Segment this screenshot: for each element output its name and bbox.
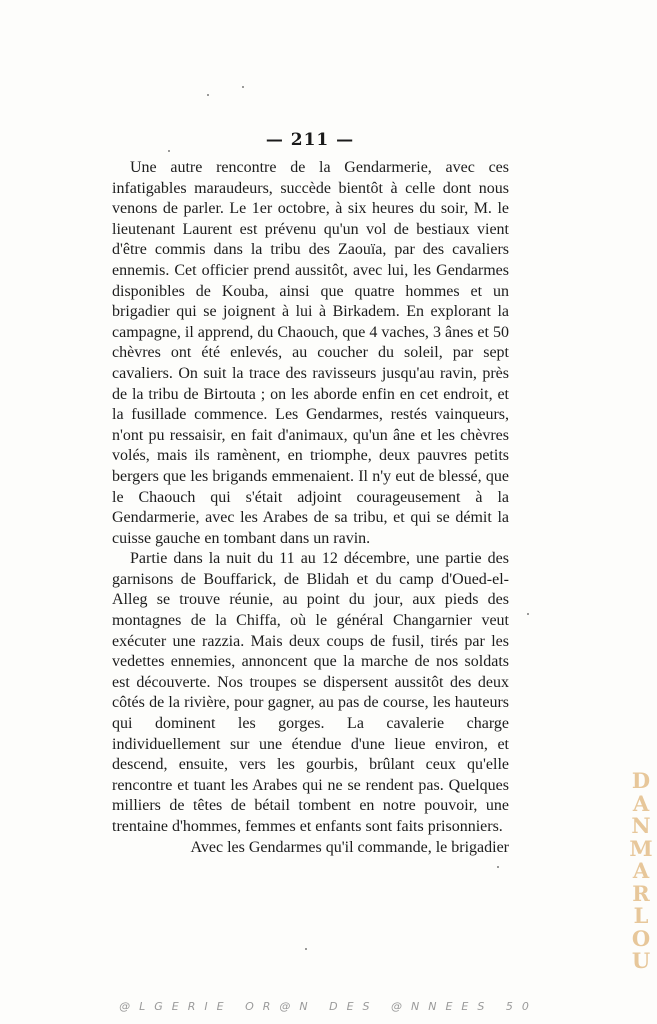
paragraph-3: Avec les Gendarmes qu'il commande, le brigadier — [190, 838, 509, 856]
speck — [207, 94, 209, 96]
speck — [242, 86, 244, 88]
speck — [527, 613, 529, 615]
body-text — [112, 158, 509, 858]
speck — [168, 150, 170, 152]
paragraph-1: Une autre rencontre de la Gendarmerie, avec ces infatigables maraudeurs, succède bientôt à celle dont nous venons de parler. Le 1er octobre, à six heures du soir, M. le lieutenant Laurent est prévenu qu'un vol de bestiaux vient d'être commis dans la tribu des Zaouïa, par des cavaliers ennemis. Cet officier prend aussitôt, avec lui, les Gendarmes disponibles de Kouba, ainsi que quatre hommes et un brigadier qui se joignent à lui à Birkadem. En explorant la campagne, il apprend, du Chaouch, que 4 vaches, 3 ânes et 50 chèvres ont été enlevés, au coucher du soleil, par sept cavaliers. On suit la trace des ravisseurs jusqu'au ravin, près de la tribu de Birtouta ; on les aborde enfin en cet endroit, et la fusillade commence. Les Gendarmes, restés vainqueurs, n'ont pu ressaisir, en fait d'animaux, qu'un âne et les chèvres volés, mais ils ramènent, en triomphe, deux pauvres petits bergers que les brigands emmenaient. Il n'y eut de blessé, que le Chaouch qui s'était adjoint courageusement à la Gendarmerie, avec les Arabes de sa tribu, et qui se démit la cuisse gauche en tombant dans un ravin. — [112, 159, 509, 547]
page-number: — 211 — — [265, 130, 355, 150]
speck — [305, 948, 307, 950]
footer-watermark: @LGERIE OR@N DES @NNEES 50 — [119, 1000, 538, 1013]
speck — [497, 866, 499, 868]
paragraph-2: Partie dans la nuit du 11 au 12 décembre, une partie des garnisons de Bouffarick, de Blidah et du camp d'Oued-el-Alleg se trouve réunie, au point du jour, aux pieds des montagnes de la Chiffa, où le général Changarnier veut exécuter une razzia. Mais deux coups de fusil, tirés par les vedettes ennemies, annoncent que la marche de nos soldats est découverte. Nos troupes se dispersent aussitôt des deux côtés de la rivière, pour gagner, au pas de course, les hauteurs qui dominent les gorges. La cavalerie charge individuellement sur une étendue d'une lieue environ, et descend, ensuite, vers les gourbis, brûlant ceux qu'elle rencontre et tuant les Arabes qui ne se rendent pas. Quelques milliers de têtes de bétail tombent en notre pouvoir, une trentaine d'hommes, femmes et enfants sont faits prisonniers. — [112, 550, 509, 835]
vertical-watermark: DANMARLOU — [629, 768, 653, 973]
